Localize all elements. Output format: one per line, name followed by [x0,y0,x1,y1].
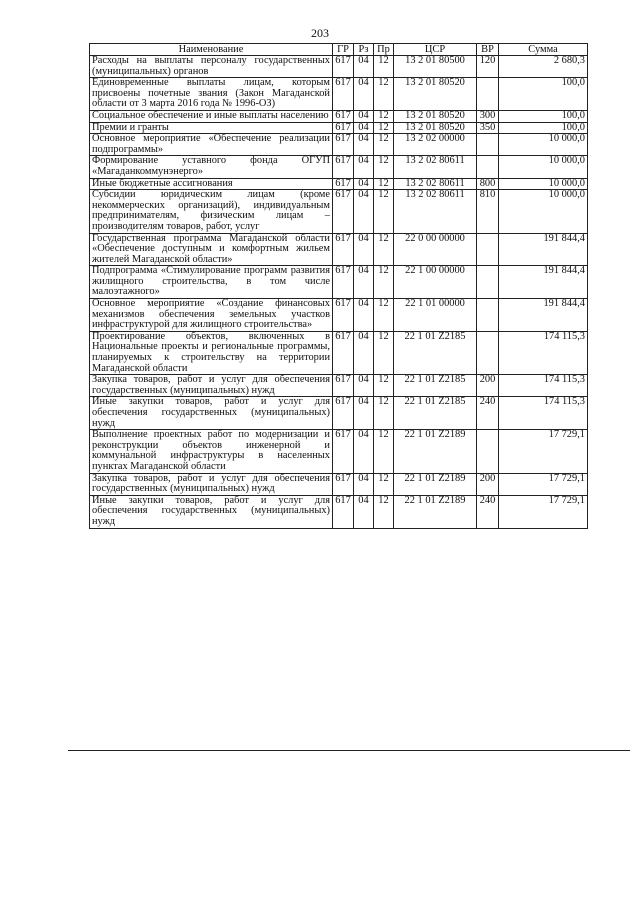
cell-gr: 617 [333,122,354,134]
cell-vr: 240 [477,397,499,430]
cell-vr: 300 [477,110,499,122]
cell-csr: 13 2 01 80520 [394,122,477,134]
cell-rz: 04 [354,134,374,156]
cell-pr: 12 [374,233,394,266]
cell-rz: 04 [354,110,374,122]
cell-csr: 22 1 01 Z2185 [394,331,477,374]
table-row [90,78,588,111]
cell-gr: 617 [333,78,354,111]
cell-csr: 22 1 01 Z2185 [394,397,477,430]
cell-csr: 22 1 01 00000 [394,299,477,332]
cell-vr [477,156,499,178]
cell-rz: 04 [354,156,374,178]
cell-name: Единовременные выплаты лицам, которым присвоены почетные звания (Закон Магаданской области от 3 марта 2016 года № 1996-ОЗ) [90,78,333,111]
cell-sum: 10 000,0 [499,190,588,233]
cell-vr [477,430,499,473]
cell-name: Социальное обеспечение и иные выплаты населению [90,110,333,122]
table-row [90,156,588,178]
cell-pr: 12 [374,56,394,78]
table-row [90,110,588,122]
cell-rz: 04 [354,233,374,266]
cell-name: Иные бюджетные ассигнования [90,178,333,190]
cell-vr: 200 [477,473,499,495]
cell-pr: 12 [374,190,394,233]
cell-vr [477,299,499,332]
cell-vr: 350 [477,122,499,134]
table-row [90,178,588,190]
page-number: 203 [311,26,329,40]
cell-csr: 22 0 00 00000 [394,233,477,266]
cell-sum: 17 729,1 [499,473,588,495]
table-row [90,134,588,156]
cell-sum: 2 680,3 [499,56,588,78]
table-row [90,56,588,78]
cell-gr: 617 [333,134,354,156]
cell-name: Проектирование объектов, включенных в Национальные проекты и региональные программы, планируемых к строительству на территории Магаданской области [90,331,333,374]
table-row [90,473,588,495]
footer-rule [68,750,630,751]
table-row [90,299,588,332]
cell-csr: 22 1 01 Z2189 [394,495,477,528]
cell-pr: 12 [374,495,394,528]
cell-rz: 04 [354,122,374,134]
cell-name: Основное мероприятие «Создание финансовых механизмов обеспечения земельных участков инфраструктурой для жилищного строительства» [90,299,333,332]
cell-pr: 12 [374,397,394,430]
cell-rz: 04 [354,430,374,473]
cell-gr: 617 [333,473,354,495]
cell-sum: 10 000,0 [499,178,588,190]
cell-vr: 800 [477,178,499,190]
cell-name: Иные закупки товаров, работ и услуг для обеспечения государственных (муниципальных) нужд [90,397,333,430]
cell-name: Формирование уставного фонда ОГУП «Магаданкоммунэнерго» [90,156,333,178]
cell-csr: 13 2 02 80611 [394,190,477,233]
cell-rz: 04 [354,178,374,190]
cell-csr: 13 2 01 80500 [394,56,477,78]
cell-rz: 04 [354,56,374,78]
table-row [90,375,588,397]
cell-gr: 617 [333,331,354,374]
cell-csr: 22 1 01 Z2185 [394,375,477,397]
cell-gr: 617 [333,156,354,178]
cell-sum: 100,0 [499,110,588,122]
cell-vr: 200 [477,375,499,397]
cell-rz: 04 [354,266,374,299]
cell-gr: 617 [333,110,354,122]
table-row [90,190,588,233]
table-row [90,495,588,528]
cell-sum: 10 000,0 [499,156,588,178]
cell-sum: 191 844,4 [499,299,588,332]
cell-vr: 810 [477,190,499,233]
cell-pr: 12 [374,430,394,473]
cell-rz: 04 [354,473,374,495]
cell-pr: 12 [374,110,394,122]
cell-gr: 617 [333,178,354,190]
cell-pr: 12 [374,178,394,190]
cell-gr: 617 [333,397,354,430]
cell-pr: 12 [374,473,394,495]
cell-name: Закупка товаров, работ и услуг для обеспечения государственных (муниципальных) нужд [90,473,333,495]
header-name: Наименование [90,44,333,56]
cell-rz: 04 [354,78,374,111]
cell-csr: 13 2 02 80611 [394,178,477,190]
cell-gr: 617 [333,56,354,78]
table-row [90,331,588,374]
cell-csr: 13 2 02 80611 [394,156,477,178]
cell-vr [477,233,499,266]
cell-rz: 04 [354,375,374,397]
table-row [90,122,588,134]
cell-sum: 17 729,1 [499,430,588,473]
cell-gr: 617 [333,430,354,473]
cell-sum: 100,0 [499,122,588,134]
cell-rz: 04 [354,331,374,374]
budget-table [89,43,588,529]
cell-name: Государственная программа Магаданской области «Обеспечение доступным и комфортным жильем жителей Магаданской области» [90,233,333,266]
table-header-row [90,44,588,56]
cell-sum: 174 115,3 [499,375,588,397]
cell-pr: 12 [374,331,394,374]
cell-name: Премии и гранты [90,122,333,134]
table-row [90,430,588,473]
cell-rz: 04 [354,397,374,430]
cell-pr: 12 [374,122,394,134]
cell-csr: 13 2 02 00000 [394,134,477,156]
cell-sum: 174 115,3 [499,331,588,374]
cell-pr: 12 [374,375,394,397]
table-row [90,233,588,266]
cell-gr: 617 [333,375,354,397]
cell-csr: 13 2 01 80520 [394,78,477,111]
header-gr: ГР [333,44,354,56]
cell-name: Субсидии юридическим лицам (кроме некоммерческих организаций), индивидуальным предпринимателям, физическим лицам – производителям товаров, работ, услуг [90,190,333,233]
cell-gr: 617 [333,266,354,299]
cell-pr: 12 [374,78,394,111]
cell-name: Расходы на выплаты персоналу государственных (муниципальных) органов [90,56,333,78]
cell-name: Иные закупки товаров, работ и услуг для обеспечения государственных (муниципальных) нужд [90,495,333,528]
cell-rz: 04 [354,190,374,233]
cell-csr: 13 2 01 80520 [394,110,477,122]
cell-sum: 10 000,0 [499,134,588,156]
cell-name: Закупка товаров, работ и услуг для обеспечения государственных (муниципальных) нужд [90,375,333,397]
cell-vr [477,331,499,374]
cell-sum: 191 844,4 [499,233,588,266]
cell-gr: 617 [333,495,354,528]
cell-csr: 22 1 00 00000 [394,266,477,299]
header-vr: ВР [477,44,499,56]
cell-vr: 120 [477,56,499,78]
header-pr: Пр [374,44,394,56]
cell-pr: 12 [374,134,394,156]
cell-csr: 22 1 01 Z2189 [394,473,477,495]
table-row [90,397,588,430]
cell-name: Основное мероприятие «Обеспечение реализации подпрограммы» [90,134,333,156]
cell-sum: 191 844,4 [499,266,588,299]
cell-rz: 04 [354,495,374,528]
cell-name: Выполнение проектных работ по модернизации и реконструкции объектов инженерной и коммунальной инфраструктуры в населенных пунктах Магаданской области [90,430,333,473]
cell-vr [477,78,499,111]
cell-pr: 12 [374,299,394,332]
header-rz: Рз [354,44,374,56]
cell-sum: 100,0 [499,78,588,111]
cell-gr: 617 [333,299,354,332]
cell-vr [477,134,499,156]
cell-pr: 12 [374,266,394,299]
cell-csr: 22 1 01 Z2189 [394,430,477,473]
table-row [90,266,588,299]
cell-gr: 617 [333,233,354,266]
cell-sum: 174 115,3 [499,397,588,430]
header-sum: Сумма [499,44,588,56]
cell-pr: 12 [374,156,394,178]
cell-gr: 617 [333,190,354,233]
cell-vr: 240 [477,495,499,528]
cell-vr [477,266,499,299]
header-csr: ЦСР [394,44,477,56]
cell-name: Подпрограмма «Стимулирование программ развития жилищного строительства, в том числе малоэтажного» [90,266,333,299]
cell-rz: 04 [354,299,374,332]
cell-sum: 17 729,1 [499,495,588,528]
table-body [90,56,588,529]
